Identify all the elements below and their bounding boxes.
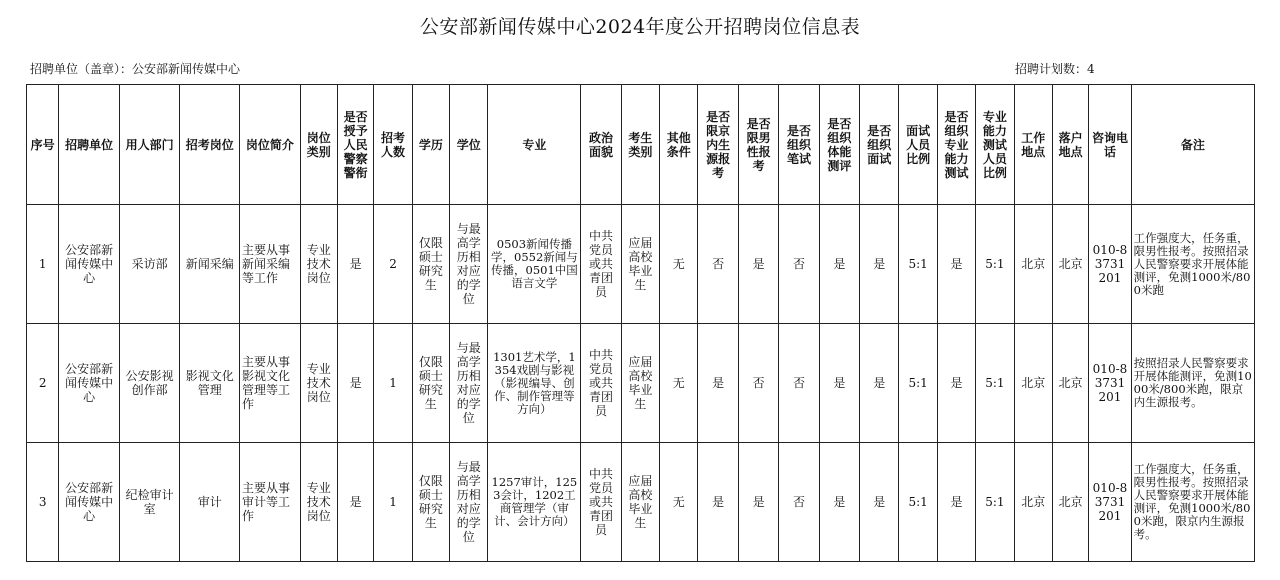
table-cell: 是	[819, 205, 859, 324]
table-cell: 2	[27, 324, 59, 443]
col-header: 招考人数	[374, 85, 412, 205]
table-cell: 010-83731201	[1089, 324, 1131, 443]
table-cell: 是	[937, 324, 975, 443]
table-cell: 1301艺术学，1354戏剧与影视（影视编导、创作、制作管理等方向）	[488, 324, 581, 443]
table-cell: 公安部新闻传媒中心	[59, 324, 120, 443]
table-cell: 010-83731201	[1089, 205, 1131, 324]
table-cell: 仅限硕士研究生	[412, 205, 449, 324]
table-cell: 专业技术岗位	[300, 324, 337, 443]
table-cell: 否	[738, 324, 778, 443]
col-header: 是否组织面试	[860, 85, 899, 205]
table-cell: 是	[337, 324, 373, 443]
col-header: 专业能力测试人员比例	[976, 85, 1014, 205]
table-cell: 是	[698, 443, 738, 562]
table-cell: 是	[337, 205, 373, 324]
table-row	[27, 443, 1255, 562]
position-info-table	[26, 84, 1255, 562]
table-cell: 工作强度大，任务重，限男性报考。按照招录人民警察要求开展体能测评，免测1000米/800米跑	[1131, 205, 1254, 324]
table-cell: 3	[27, 443, 59, 562]
table-cell: 否	[779, 205, 819, 324]
table-cell: 1	[374, 324, 412, 443]
col-header: 工作地点	[1014, 85, 1052, 205]
table-cell: 北京	[1052, 205, 1088, 324]
table-row	[27, 324, 1255, 443]
table-cell: 应届高校毕业生	[621, 324, 659, 443]
table-cell: 是	[819, 324, 859, 443]
table-cell: 仅限硕士研究生	[412, 443, 449, 562]
col-header: 咨询电话	[1089, 85, 1131, 205]
table-cell: 否	[779, 443, 819, 562]
table-cell: 与最高学历相对应的学位	[450, 443, 488, 562]
table-cell: 5:1	[899, 443, 937, 562]
table-cell: 专业技术岗位	[300, 443, 337, 562]
table-cell: 与最高学历相对应的学位	[450, 205, 488, 324]
table-cell: 否	[698, 205, 738, 324]
table-cell: 无	[660, 443, 698, 562]
table-cell: 北京	[1014, 443, 1052, 562]
table-cell: 无	[660, 205, 698, 324]
table-cell: 中共党员或共青团员	[581, 205, 621, 324]
col-header: 是否组织专业能力测试	[937, 85, 975, 205]
table-cell: 是	[819, 443, 859, 562]
table-cell: 无	[660, 324, 698, 443]
table-cell: 1	[374, 443, 412, 562]
table-cell: 5:1	[899, 205, 937, 324]
recruiting-unit-label: 招聘单位（盖章）：公安部新闻传媒中心	[30, 62, 241, 76]
table-cell: 0503新闻传播学，0552新闻与传播，0501中国语言文学	[488, 205, 581, 324]
table-cell: 影视文化管理	[180, 324, 240, 443]
table-cell: 北京	[1014, 324, 1052, 443]
table-cell: 纪检审计室	[119, 443, 180, 562]
col-header: 招考岗位	[180, 85, 240, 205]
table-cell: 北京	[1052, 443, 1088, 562]
table-cell: 否	[779, 324, 819, 443]
table-cell: 是	[337, 443, 373, 562]
table-cell: 与最高学历相对应的学位	[450, 324, 488, 443]
col-header: 考生类别	[621, 85, 659, 205]
table-cell: 工作强度大，任务重，限男性报考。按照招录人民警察要求开展体能测评，免测1000米/800米跑，限京内生源报考。	[1131, 443, 1254, 562]
col-header: 学历	[412, 85, 449, 205]
table-cell: 5:1	[976, 324, 1014, 443]
table-cell: 采访部	[119, 205, 180, 324]
table-cell: 是	[937, 205, 975, 324]
col-header: 专业	[488, 85, 581, 205]
table-cell: 主要从事影视文化管理等工作	[240, 324, 301, 443]
table-cell: 主要从事审计等工作	[240, 443, 301, 562]
col-header: 用人部门	[119, 85, 180, 205]
col-header: 落户地点	[1052, 85, 1088, 205]
table-cell: 北京	[1052, 324, 1088, 443]
table-cell: 5:1	[899, 324, 937, 443]
table-cell: 1	[27, 205, 59, 324]
table-cell: 按照招录人民警察要求开展体能测评，免测1000米/800米跑，限京内生源报考。	[1131, 324, 1254, 443]
col-header: 岗位简介	[240, 85, 301, 205]
col-header: 是否组织笔试	[779, 85, 819, 205]
col-header: 招聘单位	[59, 85, 120, 205]
col-header: 是否限京内生源报考	[698, 85, 738, 205]
page-title: 公安部新闻传媒中心2024年度公开招聘岗位信息表	[419, 16, 861, 38]
col-header: 是否授予人民警察警衔	[337, 85, 373, 205]
col-header: 学位	[450, 85, 488, 205]
table-header-row	[27, 85, 1255, 205]
col-header: 备注	[1131, 85, 1254, 205]
table-cell: 是	[860, 205, 899, 324]
table-cell: 公安影视创作部	[119, 324, 180, 443]
table-cell: 主要从事新闻采编等工作	[240, 205, 301, 324]
table-cell: 是	[698, 324, 738, 443]
col-header: 是否限男性报考	[738, 85, 778, 205]
table-cell: 是	[738, 443, 778, 562]
table-cell: 中共党员或共青团员	[581, 443, 621, 562]
col-header: 其他条件	[660, 85, 698, 205]
table-cell: 是	[937, 443, 975, 562]
col-header: 岗位类别	[300, 85, 337, 205]
recruitment-plan-count: 招聘计划数：4	[1015, 62, 1095, 76]
table-cell: 1257审计，1253会计，1202工商管理学（审计、会计方向）	[488, 443, 581, 562]
table-cell: 是	[738, 205, 778, 324]
col-header: 面试人员比例	[899, 85, 937, 205]
table-cell: 2	[374, 205, 412, 324]
col-header: 是否组织体能测评	[819, 85, 859, 205]
table-cell: 5:1	[976, 443, 1014, 562]
table-cell: 公安部新闻传媒中心	[59, 205, 120, 324]
col-header: 政治面貌	[581, 85, 621, 205]
table-cell: 是	[860, 324, 899, 443]
table-cell: 北京	[1014, 205, 1052, 324]
table-cell: 新闻采编	[180, 205, 240, 324]
table-cell: 应届高校毕业生	[621, 443, 659, 562]
table-cell: 审计	[180, 443, 240, 562]
table-cell: 公安部新闻传媒中心	[59, 443, 120, 562]
table-row	[27, 205, 1255, 324]
table-cell: 专业技术岗位	[300, 205, 337, 324]
col-header: 序号	[27, 85, 59, 205]
table-cell: 5:1	[976, 205, 1014, 324]
table-cell: 仅限硕士研究生	[412, 324, 449, 443]
table-cell: 中共党员或共青团员	[581, 324, 621, 443]
table-cell: 010-83731201	[1089, 443, 1131, 562]
table-cell: 应届高校毕业生	[621, 205, 659, 324]
table-cell: 是	[860, 443, 899, 562]
